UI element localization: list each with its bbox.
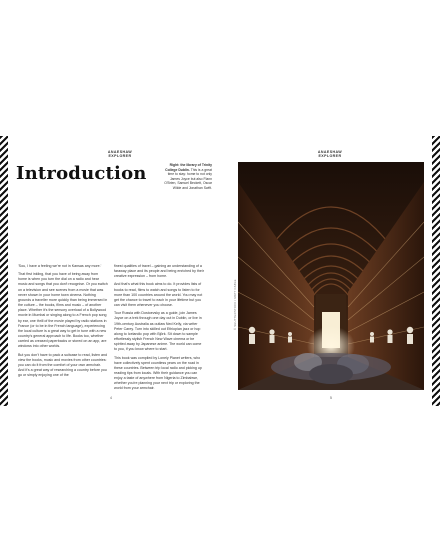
caption-text: This is a great time to stay: home to not only James Joyce but also Flann O'Brien, Samuel Beckett, Oscar Wilde and Jonathan Swift.: [164, 167, 212, 190]
paragraph: 'Sou, I have a feeling we're not in Kansas any more.': [18, 264, 102, 268]
paragraph: finest qualities of travel – gaining an understanding of a faraway place and its people and being enriched by their creative expression – from home.: [114, 264, 204, 279]
page-number-left: 4: [110, 396, 112, 400]
body-column-2: [114, 264, 204, 395]
photo-credit: © SHUTTERSTOCK / MATT CABLE: [233, 279, 237, 330]
running-head-right: ANAESHAW EXPLORER: [317, 150, 343, 158]
page-number-right: 5: [330, 396, 332, 400]
paragraph: This book was compiled by Lonely Planet writers, who have collectively spent countless years on the road in these countries. Between trip local radio and picking up reading tips from locals. With their guidance you can enjoy a taste of anywhere from Nigeria to Zimbabwe, whether you're planning your next trip or exploring the world from your armchair.: [114, 355, 202, 391]
paragraph: Tour Russia with Dostoevsky as a guide, join James Joyce on a trek through one day out in Dublin, or live in 19th-century Australia as outlaw Ned Kelly, via writer Peter Carey. Turn into skilled out Ethiopian jazz or hop along to Icelandic pop with Björk. Sit down to sample effortlessly stylish French New Wave cinema or be spirited away by Japanese anime. The world can come to you, if you know where to start.: [114, 311, 202, 352]
library-photo: [238, 162, 424, 390]
paragraph: And that's what this book aims to do. It provides lists of books to read, films to watch and songs to listen to for more than 100 countries around the world. You may not get the chance to travel to each in your lifetime but you can visit them whenever you choose.: [114, 282, 203, 308]
right-edge-stripes: [432, 136, 440, 406]
photo-caption: [162, 163, 212, 191]
running-head-left: ANAESHAW EXPLORER: [107, 150, 133, 158]
paragraph: But you don't have to pack a suitcase to read, listen and view the books, music and movies from other countries: you can do it from the comfort of your own armchair. And it's a great way of researching a country before you go or simply enjoying one of the: [18, 352, 107, 378]
left-edge-stripes: [0, 136, 8, 406]
page-title: Introduction: [16, 163, 147, 184]
long-room-illustration: [238, 162, 424, 390]
body-column-1: [18, 264, 108, 381]
caption-bold: Right: the library of Trinity College Dublin.: [165, 163, 212, 172]
paragraph: That first inkling, that you have of being away from home is when you turn the dial on a radio and hear music and songs that you don't recognise. Or you switch on a television and see scenes from a movie that was never shown in your home town cinema. Nothing grounds a traveller more quickly than being immersed in the culture – the books, films and music – of another place. Whether it's the sensory overload of a Bollywood movie in Mumbai or singing along to a French pop song by ear, one thrill of the movie played by radio stations in France (or to be in the French language), experiencing the local culture is a great way to get in tune with a new country's general approach to life. Books too, whether carried as creased paperbacks or stored on an app, are windows into other worlds.: [18, 272, 108, 349]
